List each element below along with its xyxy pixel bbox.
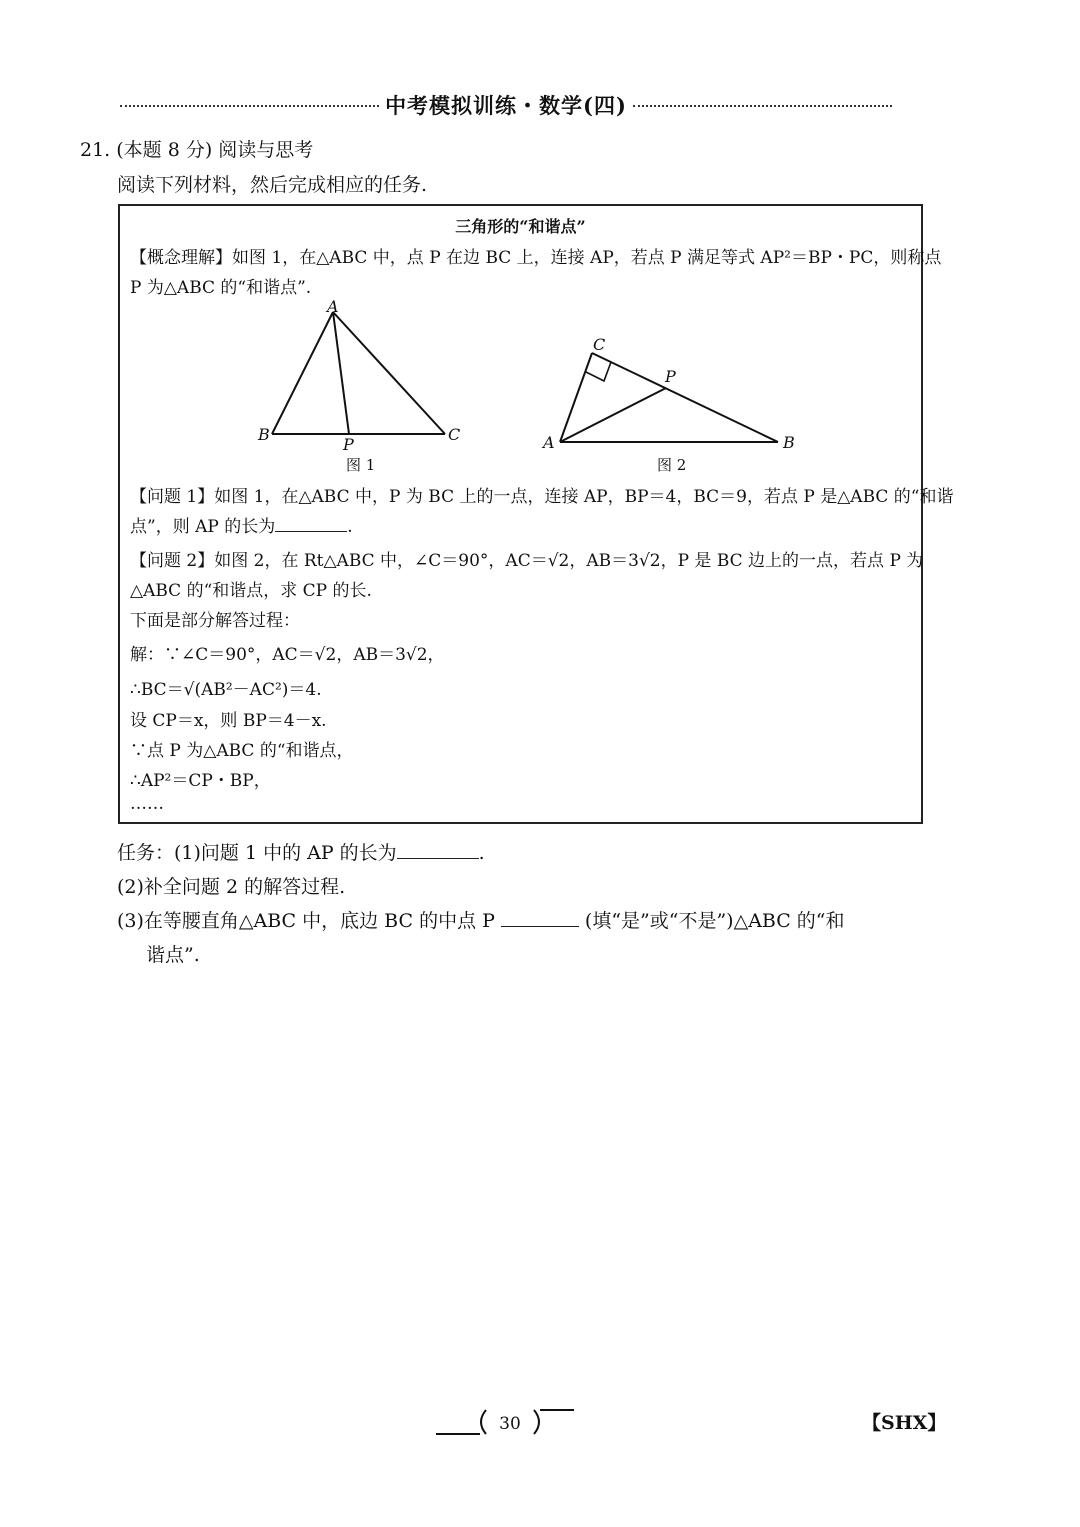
solution-step-2: ∴BC＝√(AB²－AC²)＝4. <box>130 680 322 700</box>
page-number: 30 <box>499 1414 521 1434</box>
task-3-line-2: 谐点”. <box>146 944 200 966</box>
problem-1-answer-blank[interactable] <box>275 517 347 532</box>
page-number-ornament <box>436 1404 576 1440</box>
header-dots-left <box>120 105 379 107</box>
task-3-answer-blank[interactable] <box>501 912 579 927</box>
fig1-label-c: C <box>448 425 461 444</box>
fig2-label-b: B <box>783 433 795 452</box>
fig1-label-b: B <box>258 425 270 444</box>
fig1-label-a: A <box>327 300 339 316</box>
fig1-label-p: P <box>343 435 354 454</box>
solution-step-5: ∴AP²＝CP・BP， <box>130 771 271 791</box>
fig2-label-a: A <box>543 433 555 452</box>
problem-1-period: . <box>347 517 353 537</box>
solution-step-1: 解：∵∠C＝90°，AC＝√2，AB＝3√2， <box>130 645 445 665</box>
page-header <box>120 88 892 122</box>
header-dots-right <box>633 105 892 107</box>
footer-tag: 【SHX】 <box>862 1412 947 1434</box>
task-3-text: (3)在等腰直角△ABC 中，底边 BC 的中点 P <box>117 910 495 932</box>
fig1-caption: 图 1 <box>346 456 376 474</box>
figure-2 <box>535 330 815 480</box>
task-1-text: 任务：(1)问题 1 中的 AP 的长为 <box>117 842 397 864</box>
task-1-answer-blank[interactable] <box>397 844 479 859</box>
task-3-text-end: (填“是”或“不是”)△ABC 的“和 <box>584 910 845 932</box>
problem-2-line-2: △ABC 的“和谐点，求 CP 的长. <box>130 581 372 601</box>
problem-2-line-1: 【问题 2】如图 2，在 Rt△ABC 中，∠C＝90°，AC＝√2，AB＝3√2，P 是 BC 边上的一点，若点 P 为 <box>130 551 924 571</box>
question-heading: 21. (本题 8 分) 阅读与思考 <box>80 139 314 161</box>
task-1-period: . <box>478 842 485 864</box>
fig1-segment-ap <box>333 312 349 434</box>
fig2-side-cb <box>592 353 778 442</box>
task-3 <box>117 906 845 933</box>
box-title: 三角形的“和谐点” <box>455 217 586 236</box>
fig2-label-p: P <box>665 367 676 386</box>
problem-1-line-1: 【问题 1】如图 1，在△ABC 中，P 为 BC 上的一点，连接 AP，BP＝4，BC＝9，若点 P 是△ABC 的“和谐 <box>130 487 954 507</box>
solution-step-4: ∵点 P 为△ABC 的“和谐点， <box>130 741 354 761</box>
figure-1 <box>250 300 470 480</box>
concept-line-1: 【概念理解】如图 1，在△ABC 中，点 P 在边 BC 上，连接 AP，若点 P 满足等式 AP²＝BP・PC，则称点 <box>130 248 942 268</box>
task-2: (2)补全问题 2 的解答过程. <box>117 876 346 898</box>
concept-line-2: P 为△ABC 的“和谐点”. <box>130 278 312 298</box>
fig2-right-angle-mark <box>586 362 611 381</box>
header-title: 中考模拟训练・数学(四) <box>385 93 627 118</box>
solution-intro: 下面是部分解答过程： <box>130 611 300 631</box>
task-1 <box>117 838 485 865</box>
fig2-label-c: C <box>593 335 606 354</box>
question-intro: 阅读下列材料，然后完成相应的任务. <box>117 174 428 196</box>
fig1-side-ab <box>272 312 333 434</box>
fig2-caption: 图 2 <box>657 456 687 474</box>
problem-1-line-2 <box>130 512 353 537</box>
problem-1-text: 点”，则 AP 的长为 <box>130 517 276 537</box>
solution-step-3: 设 CP＝x，则 BP＝4－x. <box>130 711 327 731</box>
fig1-side-ac <box>333 312 445 434</box>
solution-ellipsis: …… <box>130 794 164 814</box>
